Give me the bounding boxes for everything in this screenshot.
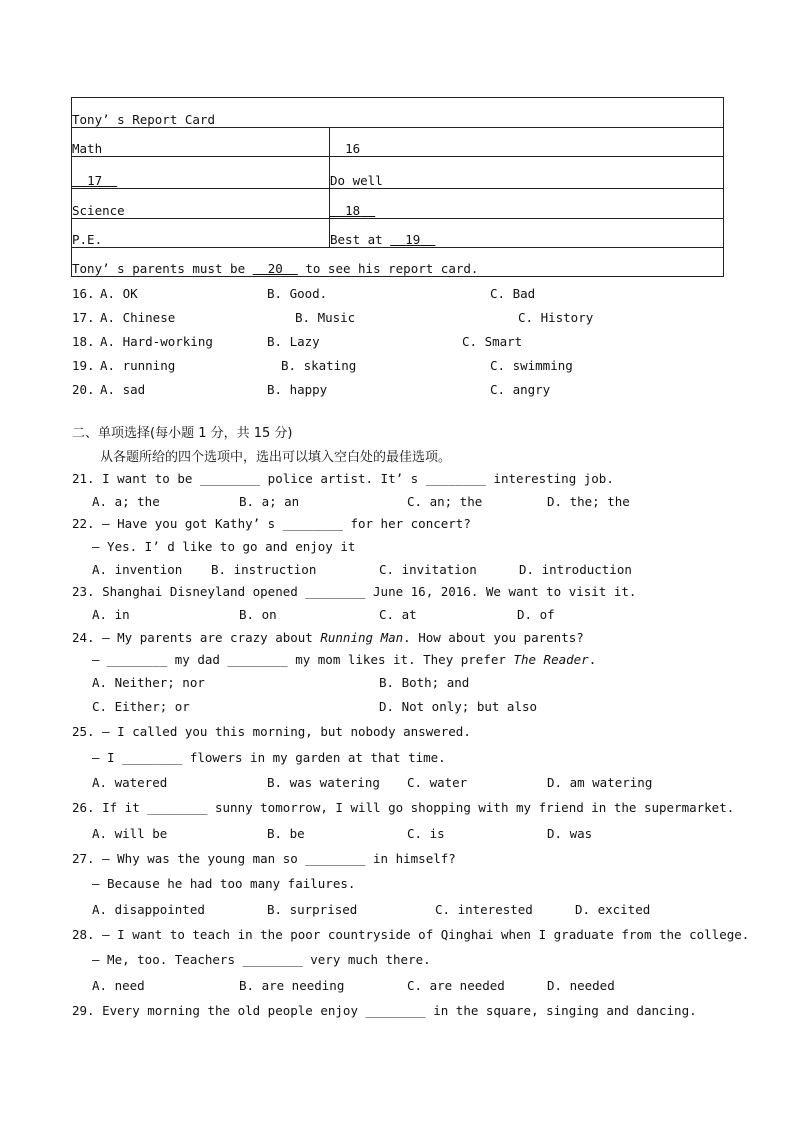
q29-stem: 29. Every morning the old people enjoy ________ in the square, singing and dancing. (72, 1003, 697, 1018)
q24-option-a: A. Neither; nor (92, 675, 205, 690)
q24-title-the-reader: The Reader (513, 652, 589, 667)
q27-reply: — Because he had too many failures. (92, 876, 356, 891)
q20-option-b: B. happy (267, 382, 328, 397)
q18-option-c: C. Smart (462, 334, 523, 349)
q28-option-b: B. are needing (239, 978, 345, 993)
q19-option-c: C. swimming (490, 358, 573, 373)
q17-option-b: B. Music (295, 310, 356, 325)
q23-option-a: A. in (92, 607, 130, 622)
blank-16: 16 (345, 141, 361, 156)
blank-20: 20 (267, 261, 283, 276)
row-science-blank (330, 189, 724, 219)
q28-reply: — Me, too. Teachers ________ very much there. (92, 952, 431, 967)
q28-option-c: C. are needed (407, 978, 505, 993)
blank-19: 19 (405, 232, 421, 247)
q25-reply: — I ________ flowers in my garden at that time. (92, 750, 446, 765)
q24-reply: — ________ my dad ________ my mom likes it. They prefer The Reader. (92, 652, 597, 667)
q16-option-b: B. Good. (267, 286, 328, 301)
q20-option-c: C. angry (490, 382, 551, 397)
q20-number: 20. (72, 382, 95, 397)
q21-option-a: A. a; the (92, 494, 160, 509)
q28-option-a: A. need (92, 978, 145, 993)
q24-stem: 24. — My parents are crazy about Running Man. How about you parents? (72, 630, 584, 645)
blank-17: 17 (87, 173, 103, 188)
q22-reply: — Yes. I’ d like to go and enjoy it (92, 539, 356, 554)
q22-option-a: A. invention (92, 562, 183, 577)
report-card-footer: Tony’ s parents must be 20 to see his report card. (72, 248, 724, 277)
row-17-label (72, 157, 330, 189)
report-card-title: Tony’ s Report Card (72, 98, 724, 128)
q24-option-b: B. Both; and (379, 675, 470, 690)
q18-number: 18. (72, 334, 95, 349)
q28-stem: 28. — I want to teach in the poor countryside of Qinghai when I graduate from the college. (72, 927, 750, 942)
section-heading: 二、单项选择(每小题 1 分，共 15 分) (72, 426, 293, 441)
q27-option-b: B. surprised (267, 902, 358, 917)
q21-option-c: C. an; the (407, 494, 483, 509)
q16-option-a: A. OK (100, 286, 138, 301)
row-math-blank (330, 128, 724, 157)
row-science-label: Science (72, 189, 330, 219)
q18-option-b: B. Lazy (267, 334, 320, 349)
q24-option-c: C. Either; or (92, 699, 190, 714)
row-pe-label: P.E. (72, 219, 330, 248)
q25-option-c: C. water (407, 775, 468, 790)
q25-option-a: A. watered (92, 775, 168, 790)
q23-stem: 23. Shanghai Disneyland opened ________ June 16, 2016. We want to visit it. (72, 584, 637, 599)
q26-option-b: B. be (267, 826, 305, 841)
section-instruction: 从各题所给的四个选项中，选出可以填入空白处的最佳选项。 (100, 450, 452, 465)
q28-option-d: D. needed (547, 978, 615, 993)
q21-option-b: B. a; an (239, 494, 300, 509)
q22-option-c: C. invitation (379, 562, 477, 577)
q27-option-a: A. disappointed (92, 902, 205, 917)
report-card-table (71, 97, 724, 277)
q19-option-a: A. running (100, 358, 176, 373)
q26-stem: 26. If it ________ sunny tomorrow, I will go shopping with my friend in the supermarket. (72, 800, 735, 815)
q24-option-d: D. Not only; but also (379, 699, 538, 714)
q26-option-d: D. was (547, 826, 593, 841)
blank-18: 18 (345, 203, 361, 218)
q25-stem: 25. — I called you this morning, but nobody answered. (72, 724, 471, 739)
q27-option-c: C. interested (435, 902, 533, 917)
row-17-comment: Do well (330, 157, 724, 189)
q22-option-b: B. instruction (211, 562, 317, 577)
q22-stem: 22. — Have you got Kathy’ s ________ for her concert? (72, 516, 471, 531)
q23-option-c: C. at (379, 607, 417, 622)
q19-number: 19. (72, 358, 95, 373)
q26-option-c: C. is (407, 826, 445, 841)
q27-stem: 27. — Why was the young man so ________ in himself? (72, 851, 456, 866)
q21-option-d: D. the; the (547, 494, 630, 509)
q19-option-b: B. skating (281, 358, 357, 373)
row-math-label: Math (72, 128, 330, 157)
q24-title-running-man: Running Man (320, 630, 404, 645)
q17-option-a: A. Chinese (100, 310, 176, 325)
q26-option-a: A. will be (92, 826, 168, 841)
q21-stem: 21. I want to be ________ police artist. It’ s ________ interesting job. (72, 471, 614, 486)
q16-number: 16. (72, 286, 95, 301)
q17-number: 17. (72, 310, 95, 325)
q27-option-d: D. excited (575, 902, 651, 917)
q18-option-a: A. Hard-working (100, 334, 213, 349)
q25-option-b: B. was watering (267, 775, 380, 790)
row-pe-comment: Best at 19 (330, 219, 724, 248)
q20-option-a: A. sad (100, 382, 146, 397)
q22-option-d: D. introduction (519, 562, 632, 577)
q16-option-c: C. Bad (490, 286, 536, 301)
q23-option-b: B. on (239, 607, 277, 622)
q23-option-d: D. of (517, 607, 555, 622)
q25-option-d: D. am watering (547, 775, 653, 790)
q17-option-c: C. History (518, 310, 594, 325)
